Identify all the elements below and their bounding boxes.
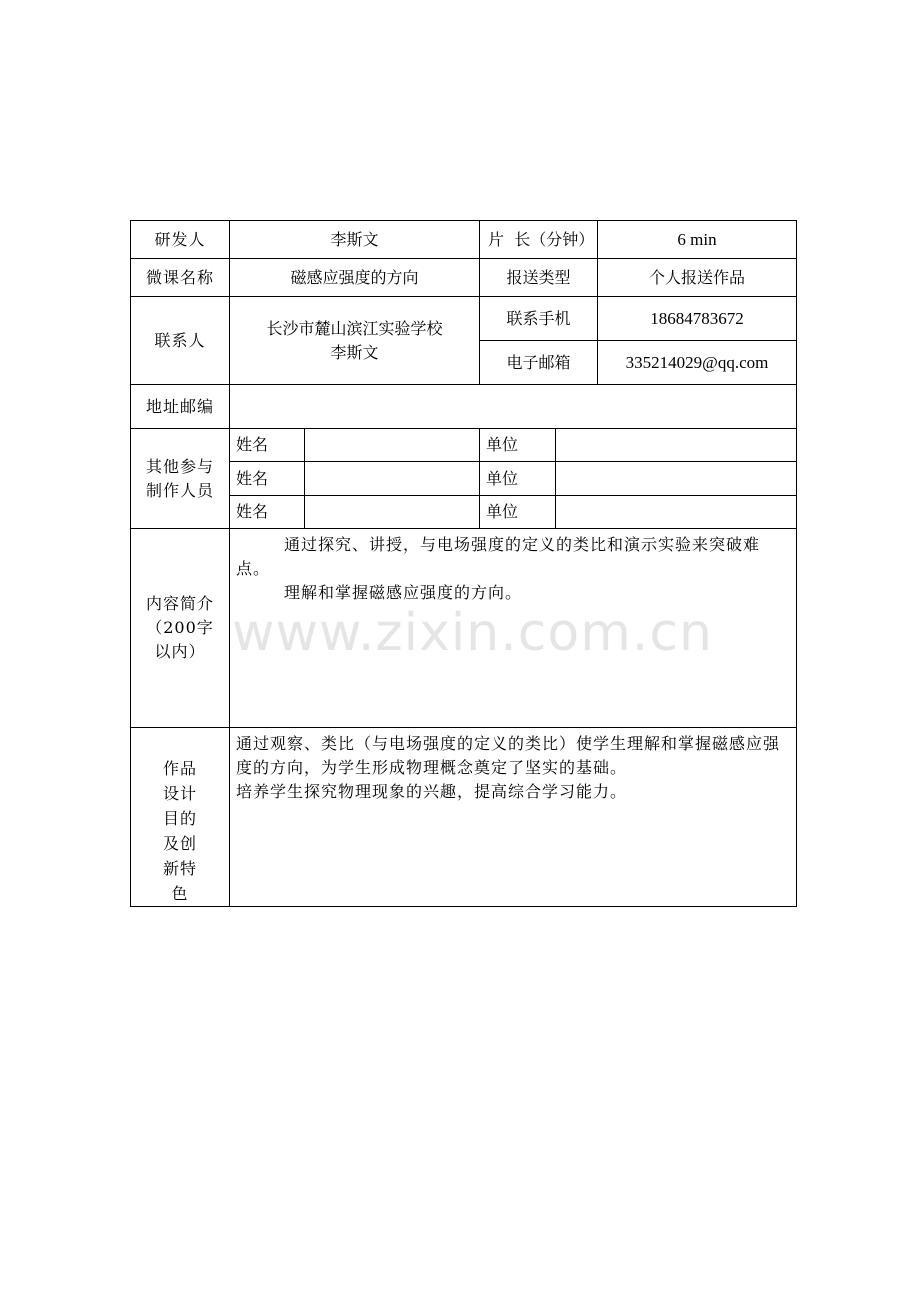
participant-name-value [305, 462, 480, 496]
summary-label-line1: 内容简介 [145, 594, 214, 613]
developer-value: 李斯文 [230, 221, 480, 259]
participant-unit-label: 单位 [480, 462, 556, 496]
participant-unit-value [556, 496, 797, 529]
address-value [230, 385, 797, 429]
participant-name-value [305, 429, 480, 462]
summary-paragraph: 通过探究、讲授，与电场强度的定义的类比和演示实验来突破难点。 [236, 535, 761, 578]
summary-label-line2: （200字 [146, 618, 214, 637]
participant-unit-label: 单位 [480, 496, 556, 529]
form-table [130, 220, 797, 907]
contact-label: 联系人 [131, 297, 230, 385]
contact-school: 长沙市麓山滨江实验学校 [266, 319, 443, 338]
participants-label [131, 429, 230, 529]
address-label: 地址邮编 [131, 385, 230, 429]
participant-unit-label: 单位 [480, 429, 556, 462]
participant-unit-value [556, 462, 797, 496]
participants-label-line2: 制作人员 [145, 480, 214, 500]
participants-label-line1: 其他参与 [145, 456, 214, 476]
summary-content [230, 529, 797, 728]
participant-row [131, 462, 797, 496]
length-label: 片 长（分钟） [480, 221, 598, 259]
participant-name-label: 姓名 [230, 429, 305, 462]
row-contact [131, 297, 797, 341]
type-label: 报送类型 [480, 259, 598, 297]
row-developer [131, 221, 797, 259]
participant-row [131, 429, 797, 462]
application-form [130, 220, 796, 907]
summary-label [131, 529, 230, 728]
email-label: 电子邮箱 [480, 341, 598, 385]
design-label [131, 728, 230, 907]
participant-name-label: 姓名 [230, 496, 305, 529]
participant-row [131, 496, 797, 529]
row-course [131, 259, 797, 297]
design-content [230, 728, 797, 907]
participant-name-value [305, 496, 480, 529]
row-address [131, 385, 797, 429]
design-paragraph: 培养学生探究物理现象的兴趣，提高综合学习能力。 [236, 782, 628, 801]
developer-label: 研发人 [131, 221, 230, 259]
type-value: 个人报送作品 [598, 259, 797, 297]
course-value: 磁感应强度的方向 [230, 259, 480, 297]
summary-label-line3: 以内） [154, 642, 206, 661]
row-summary [131, 529, 797, 728]
summary-paragraph: 理解和掌握磁感应强度的方向。 [284, 583, 523, 602]
contact-value [230, 297, 480, 385]
participant-name-label: 姓名 [230, 462, 305, 496]
design-label-text: 作品设计目的及创新特色 [162, 759, 197, 903]
email-value: 335214029@qq.com [598, 341, 797, 385]
course-label: 微课名称 [131, 259, 230, 297]
row-design [131, 728, 797, 907]
length-value: 6 min [598, 221, 797, 259]
design-paragraph: 通过观察、类比（与电场强度的定义的类比）使学生理解和掌握磁感应强度的方向，为学生形成物理概念奠定了坚实的基础。 [236, 734, 781, 777]
phone-label: 联系手机 [480, 297, 598, 341]
phone-value: 18684783672 [598, 297, 797, 341]
watermark-text: www.zixin.com.cn [232, 603, 713, 663]
contact-person: 李斯文 [330, 343, 379, 362]
participant-unit-value [556, 429, 797, 462]
